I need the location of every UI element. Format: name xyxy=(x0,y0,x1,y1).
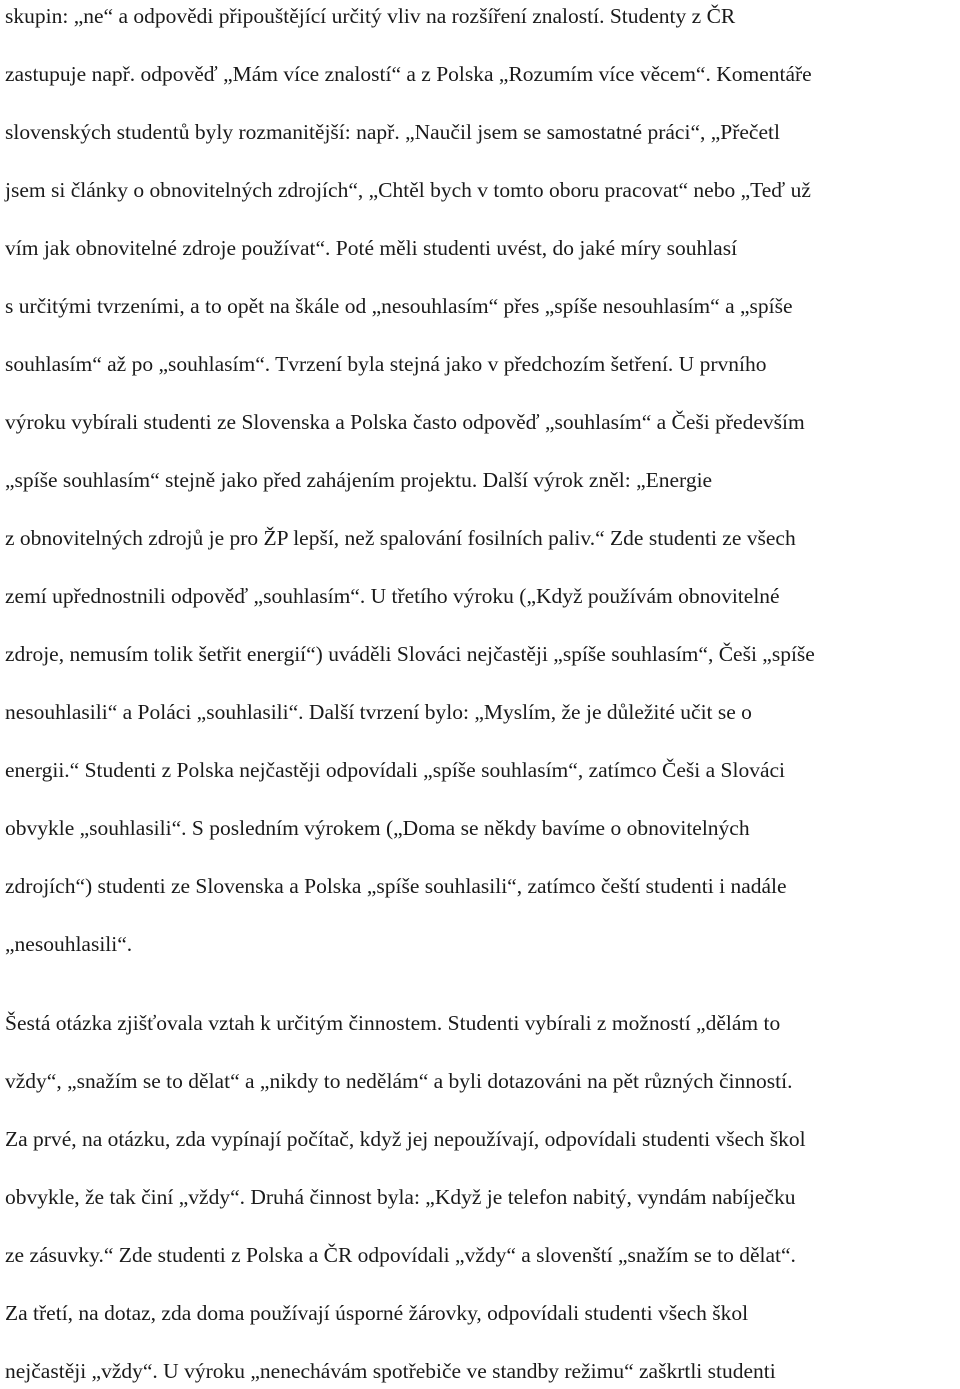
text-line: výroku vybírali studenti ze Slovenska a Polska často odpověď „souhlasím“ a Češi především xyxy=(5,410,805,434)
text-line: s určitými tvrzeními, a to opět na škále od „nesouhlasím“ přes „spíše nesouhlasím“ a „spíše xyxy=(5,294,793,318)
text-line: vždy“, „snažím se to dělat“ a „nikdy to nedělám“ a byli dotazováni na pět různých činností. xyxy=(5,1069,793,1093)
text-line: souhlasím“ až po „souhlasím“. Tvrzení byla stejná jako v předchozím šetření. U prvního xyxy=(5,352,767,376)
text-line: skupin: „ne“ a odpovědi připouštějící určitý vliv na rozšíření znalostí. Studenty z ČR xyxy=(5,4,736,28)
text-line: jsem si články o obnovitelných zdrojích“, „Chtěl bych v tomto oboru pracovat“ nebo „Teď už xyxy=(5,178,811,202)
text-line: „spíše souhlasím“ stejně jako před zahájením projektu. Další výrok zněl: „Energie xyxy=(5,468,713,492)
text-line: nesouhlasili“ a Poláci „souhlasili“. Další tvrzení bylo: „Myslím, že je důležité učit se o xyxy=(5,700,752,724)
text-line: Za prvé, na otázku, zda vypínají počítač, když jej nepoužívají, odpovídali studenti všech škol xyxy=(5,1127,806,1151)
text-line: vím jak obnovitelné zdroje používat“. Poté měli studenti uvést, do jaké míry souhlasí xyxy=(5,236,738,260)
text-line: obvykle „souhlasili“. S posledním výrokem („Doma se někdy bavíme o obnovitelných xyxy=(5,816,750,840)
text-line: z obnovitelných zdrojů je pro ŽP lepší, než spalování fosilních paliv.“ Zde studenti ze všech xyxy=(5,526,796,550)
text-line: „nesouhlasili“. xyxy=(5,932,133,956)
text-line: nejčastěji „vždy“. U výroku „nenechávám spotřebiče ve standby režimu“ zaškrtli studenti xyxy=(5,1359,776,1383)
text-line: obvykle, že tak činí „vždy“. Druhá činnost byla: „Když je telefon nabitý, vyndám nabíječku xyxy=(5,1185,796,1209)
text-line: zdrojích“) studenti ze Slovenska a Polska „spíše souhlasili“, zatímco čeští studenti i nadále xyxy=(5,874,787,898)
text-line: energii.“ Studenti z Polska nejčastěji odpovídali „spíše souhlasím“, zatímco Češi a Slováci xyxy=(5,758,786,782)
text-line: zdroje, nemusím tolik šetřit energií“) uváděli Slováci nejčastěji „spíše souhlasím“, Češi „spíše xyxy=(5,642,815,666)
text-line: zastupuje např. odpověď „Mám více znalostí“ a z Polska „Rozumím více věcem“. Komentáře xyxy=(5,62,812,86)
text-line: Za třetí, na dotaz, zda doma používají úsporné žárovky, odpovídali studenti všech škol xyxy=(5,1301,749,1325)
text-line: Šestá otázka zjišťovala vztah k určitým činnostem. Studenti vybírali z možností „dělám to xyxy=(5,1011,781,1035)
text-line: slovenských studentů byly rozmanitější: např. „Naučil jsem se samostatné práci“, „Přečetl xyxy=(5,120,780,144)
text-line: ze zásuvky.“ Zde studenti z Polska a ČR odpovídali „vždy“ a slovenští „snažím se to dělat“. xyxy=(5,1243,796,1267)
text-line: zemí upřednostnili odpověď „souhlasím“. U třetího výroku („Když používám obnovitelné xyxy=(5,584,780,608)
